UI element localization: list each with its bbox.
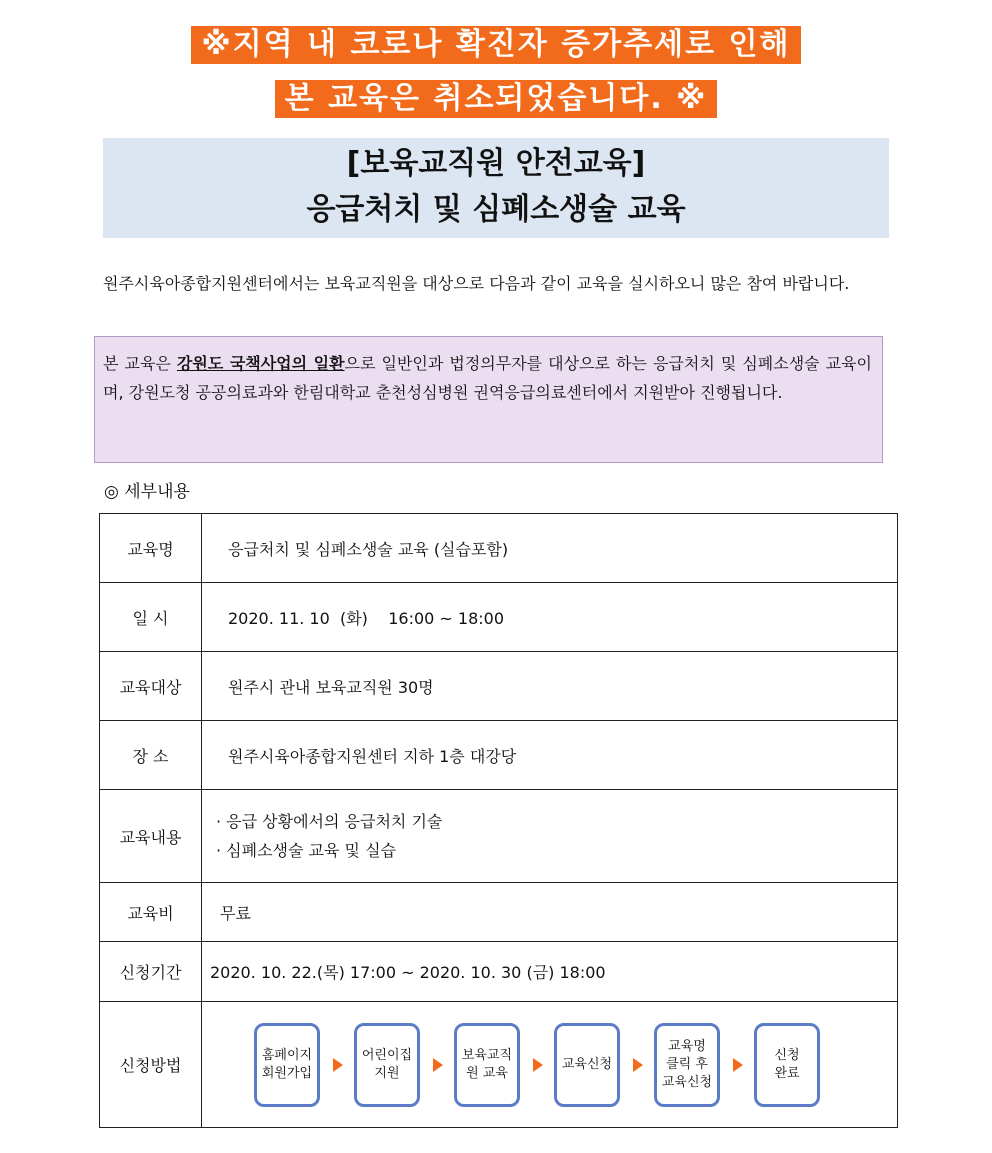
row-label: 신청기간: [100, 942, 202, 1002]
cancel-notice-text2: 본 교육은 취소되었습니다. ※: [275, 80, 718, 118]
row-label: 신청방법: [100, 1002, 202, 1128]
row-value: 2020. 11. 10 (화) 16:00 ~ 18:00: [202, 583, 898, 652]
arrow-right-icon: [333, 1058, 343, 1072]
step-box: 교육신청: [554, 1023, 620, 1107]
row-label: 일 시: [100, 583, 202, 652]
row-label: 교육비: [100, 883, 202, 942]
table-row: [100, 883, 898, 942]
table-row: [100, 721, 898, 790]
title-line1: [보육교직원 안전교육]: [346, 146, 646, 181]
info-box: [94, 336, 883, 463]
intro-text: 원주시육아종합지원센터에서는 보육교직원을 대상으로 다음과 같이 교육을 실시하오니 많은 참여 바랍니다.: [103, 274, 850, 293]
table-row: [100, 652, 898, 721]
arrow-right-icon: [533, 1058, 543, 1072]
cancel-notice-text1: ※지역 내 코로나 확진자 증가추세로 인해: [191, 26, 800, 64]
arrow-right-icon: [433, 1058, 443, 1072]
details-table: [99, 513, 898, 1128]
row-value-list: [202, 790, 898, 883]
title-line2: 응급처치 및 심폐소생술 교육: [306, 192, 686, 227]
cancel-notice-line2: [0, 80, 992, 118]
step-box: 교육명 클릭 후 교육신청: [654, 1023, 720, 1107]
row-value: 2020. 10. 22.(목) 17:00 ~ 2020. 10. 30 (금) 18:00: [202, 942, 898, 1002]
row-value: 무료: [202, 883, 898, 942]
row-label: 교육대상: [100, 652, 202, 721]
row-label: 교육내용: [100, 790, 202, 883]
row-label: 장 소: [100, 721, 202, 790]
cancel-notice-line1: [0, 26, 992, 64]
info-emphasis: 강원도 국책사업의 일환: [176, 354, 345, 373]
row-value-steps: [202, 1002, 898, 1128]
row-value: 원주시육아종합지원센터 지하 1층 대강당: [202, 721, 898, 790]
section-title: ◎ 세부내용: [104, 482, 190, 502]
step-box: 어린이집 지원: [354, 1023, 420, 1107]
step-box: 홈페이지 회원가입: [254, 1023, 320, 1107]
info-suffix: 으로 일반인과 법정의무자를 대상으로 하는 응급처치 및 심폐소생술 교육이며, 강원도청 공공의료과와 한림대학교 춘천성심병원 권역응급의료센터에서 지원받아 진행됩니다.: [103, 354, 873, 402]
info-prefix: 본 교육은: [103, 354, 177, 373]
table-row: [100, 583, 898, 652]
row-value: 원주시 관내 보육교직원 30명: [202, 652, 898, 721]
list-item: · 심폐소생술 교육 및 실습: [216, 841, 396, 860]
table-row: [100, 514, 898, 583]
arrow-right-icon: [733, 1058, 743, 1072]
table-row: [100, 790, 898, 883]
row-label: 교육명: [100, 514, 202, 583]
table-row: [100, 942, 898, 1002]
step-box: 보육교직 원 교육: [454, 1023, 520, 1107]
arrow-right-icon: [633, 1058, 643, 1072]
row-value: 응급처치 및 심폐소생술 교육 (실습포함): [202, 514, 898, 583]
title-box: [103, 138, 889, 238]
steps-flow: [202, 1023, 897, 1107]
step-box: 신청 완료: [754, 1023, 820, 1107]
list-item: · 응급 상황에서의 응급처치 기술: [216, 812, 443, 831]
table-row: [100, 1002, 898, 1128]
